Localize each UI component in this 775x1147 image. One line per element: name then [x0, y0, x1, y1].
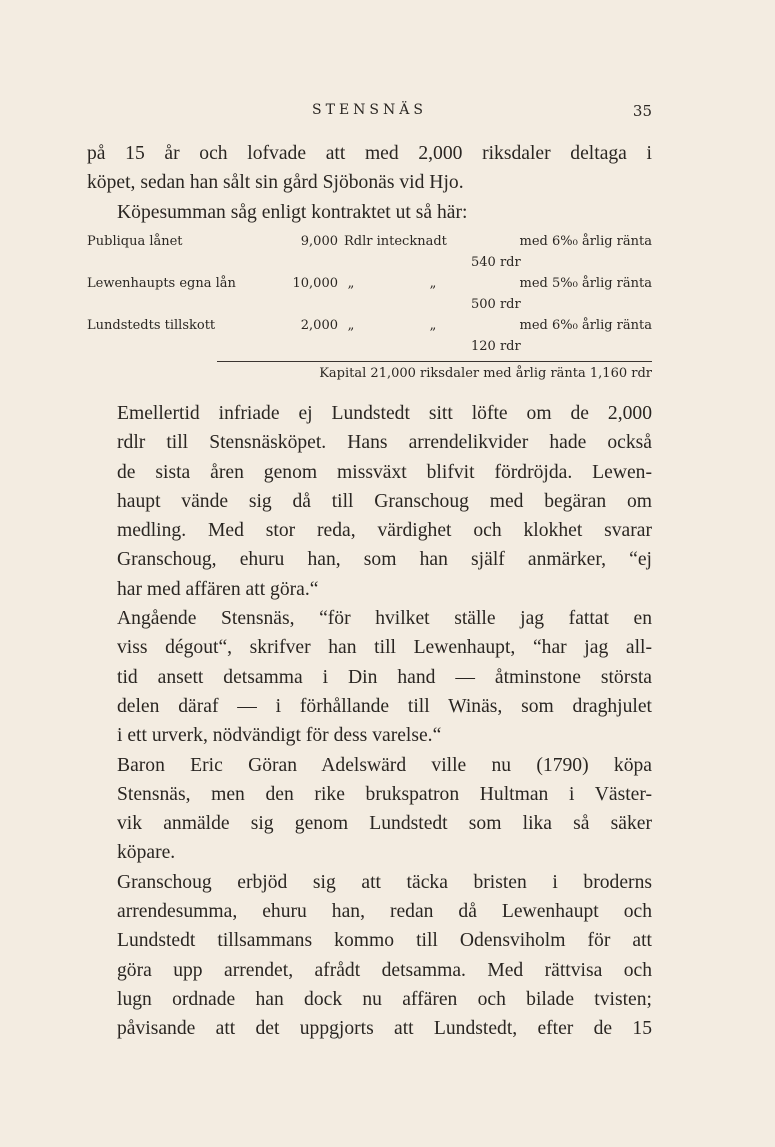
table-cell-amount: 10,000 — [292, 276, 338, 291]
text-line: Granschoug, ehuru han, som han själf anmärker, “ej — [117, 549, 652, 571]
text-block-bottom — [87, 399, 652, 1044]
running-title: STENSNÄS — [312, 102, 427, 118]
table-cell-unit: Rdlr inte‌cknadt — [344, 234, 447, 249]
text-line: göra upp arrendet, afrådt detsamma. Med rättvisa och — [117, 959, 652, 981]
text-line: har med affären att göra.“ — [117, 578, 319, 600]
text-line: de sista åren genom missväxt blifvit fördröjda. Lewen- — [117, 461, 652, 483]
paragraph — [87, 868, 652, 1044]
text-line: Lundstedt tillsammans kommo till Odensviholm för att — [117, 930, 652, 952]
table-cell-interest: 500 rdr — [471, 297, 521, 312]
table-cell-amount: 2,000 — [300, 318, 338, 333]
table-cell-name: Publiqua lånet — [87, 234, 183, 249]
text-line: Emellertid infriade ej Lundstedt sitt löfte om de 2,000 — [117, 403, 652, 424]
table-cell-interest: 120 rdr — [471, 339, 521, 354]
paragraph — [87, 399, 652, 604]
table-cell-rate: med 6%₀ årlig ränta — [519, 318, 652, 333]
table-cell-rate: med 5%₀ årlig ränta — [519, 276, 652, 291]
paragraph — [87, 139, 652, 198]
table-row — [87, 339, 652, 360]
page-number: 35 — [632, 102, 652, 120]
text-line: köpet, sedan han sålt sin gård Sjöbonäs vid Hjo. — [87, 172, 464, 194]
text-line: rdlr till Stensnäsköpet. Hans arrendelikvider hade också — [117, 432, 652, 454]
paragraph — [87, 198, 652, 227]
table-row — [87, 297, 652, 318]
text-block-top — [87, 139, 652, 227]
ditto-mark: „ — [429, 276, 437, 291]
text-line: påvisande att det uppgjorts att Lundstedt, efter de 15 — [117, 1018, 652, 1040]
table-row — [87, 255, 652, 276]
table-total: Kapital 21,000 riksdaler med årlig ränta 1,160 rdr — [319, 366, 652, 381]
ditto-mark: „ — [429, 318, 437, 333]
text-line: medling. Med stor reda, värdighet och klokhet svarar — [117, 520, 652, 542]
table-row — [87, 276, 652, 297]
text-line: Stensnäs, men den rike brukspatron Hultman i Väster- — [117, 783, 652, 805]
text-line: vik anmälde sig genom Lundstedt som lika så säker — [117, 813, 652, 835]
text-line: Baron Eric Göran Adelswärd ville nu (1790) köpa — [117, 754, 652, 776]
text-line: Angående Stensnäs, “för hvilket ställe jag fattat en — [117, 608, 652, 630]
table-cell-amount: 9,000 — [300, 234, 338, 249]
paragraph — [87, 604, 652, 750]
text-line: tid ansett detsamma i Din hand — åtminstone största — [117, 666, 652, 688]
table-cell-name: Lundstedts tillskott — [87, 318, 216, 333]
text-line: lugn ordnade han dock nu affären och bilade tvisten; — [117, 988, 652, 1010]
table-total-row — [87, 366, 652, 388]
text-line: Granschoug erbjöd sig att täcka bristen i broderns — [117, 871, 652, 893]
table-row — [87, 234, 652, 255]
sum-rule — [217, 361, 652, 362]
purchase-sum-table — [87, 234, 652, 388]
text-line: haupt vände sig då till Granschoug med begäran om — [117, 490, 652, 512]
page-header — [87, 102, 652, 124]
text-line: Köpesumman såg enligt kontraktet ut så här: — [117, 201, 468, 223]
text-line: köpare. — [117, 842, 176, 864]
text-line: i ett urverk, nödvändigt för dess varelse.“ — [117, 725, 442, 747]
paragraph — [87, 751, 652, 868]
table-cell-name: Lewenhaupts egna lån — [87, 276, 236, 291]
table-row — [87, 318, 652, 339]
ditto-mark: „ — [347, 276, 355, 291]
text-line: på 15 år och lofvade att med 2,000 riksdaler deltaga i — [87, 143, 652, 164]
table-cell-rate: med 6%₀ årlig ränta — [519, 234, 652, 249]
text-line: arrendesumma, ehuru han, redan då Lewenhaupt och — [117, 901, 652, 923]
text-line: viss dégout“, skrifver han till Lewenhaupt, “har jag all- — [117, 637, 652, 659]
ditto-mark: „ — [347, 318, 355, 333]
text-line: delen däraf — i förhållande till Winäs, som draghjulet — [117, 695, 652, 717]
table-cell-interest: 540 rdr — [471, 255, 521, 270]
